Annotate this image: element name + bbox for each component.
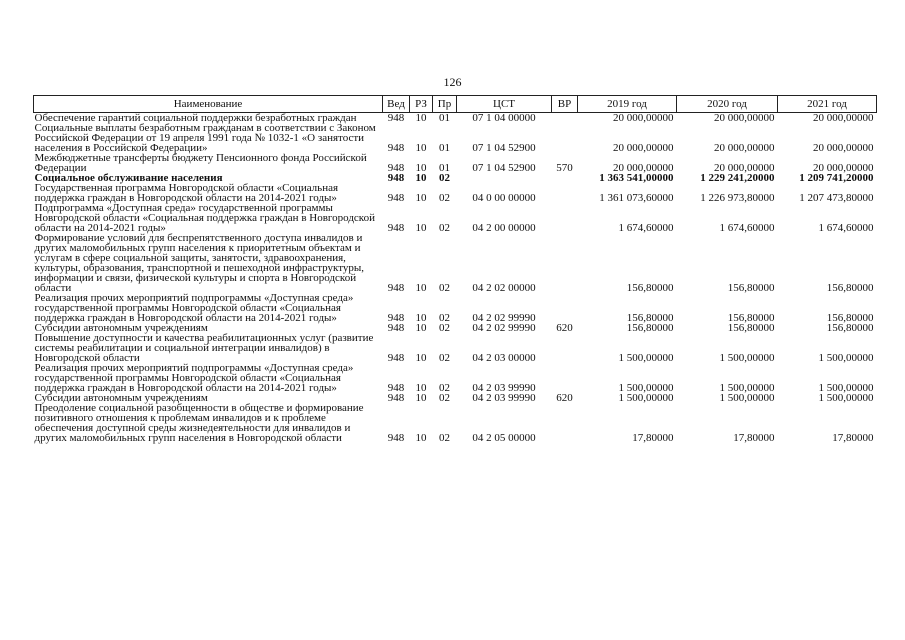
cell-2021: 20 000,00000 [813,162,874,174]
cell-name: Субсидии автономным учреждениям [34,322,208,334]
cell-ved: 948 [387,112,405,124]
cell-cst: 04 2 03 00000 [472,352,536,364]
cell-2020: 156,80000 [727,282,775,294]
cell-rz: 10 [415,322,427,334]
cell-name: Социальные выплаты безработным гражданам в соответствии с Законом Российской Федерации от 19 апреля 1991 года № 1032-1 «О занятости населения в Российской Федерации» [34,122,376,154]
cell-2019: 1 500,00000 [618,392,674,404]
cell-name: Реализация прочих мероприятий подпрограммы «Доступная среда» государственной программы Новгородской области «Социальная поддержка граждан в Новгородской области на 2014-2021 годы» [34,362,354,394]
cell-pr: 01 [439,112,450,124]
cell-2021: 20 000,00000 [813,142,874,154]
col-header-ved: Вед [383,96,410,113]
cell-vr [552,403,578,443]
cell-pr: 01 [439,162,450,174]
cell-vr: 620 [556,392,573,404]
cell-2021: 1 500,00000 [818,382,874,394]
table-row [34,403,877,443]
cell-rz: 10 [415,312,427,324]
cell-2020: 1 500,00000 [719,392,775,404]
cell-name: Субсидии автономным учреждениям [34,392,208,404]
cell-name: Преодоление социальной разобщенности в обществе и формирование позитивного отношения к проблемам инвалидов и к проблеме обеспечения доступной среды жизнедеятельности для инвалидов и других маломобильных групп населения в Новгородской области [34,402,364,444]
cell-rz: 10 [415,432,427,444]
cell-2020: 20 000,00000 [714,112,775,124]
table-row [34,183,877,203]
cell-ved: 948 [387,352,405,364]
cell-name: Подпрограмма «Доступная среда» государственной программы Новгородской области «Социальная поддержка граждан в Новгородской области на 2014-2021 годы» [34,202,375,234]
cell-ved: 948 [387,312,405,324]
cell-2019: 1 674,60000 [618,222,674,234]
table-header-row [34,96,877,113]
table-row [34,203,877,233]
cell-2021: 156,80000 [826,282,874,294]
cell-name: Государственная программа Новгородской области «Социальная поддержка граждан в Новгородской области на 2014-2021 годы» [34,182,339,204]
cell-vr [552,123,578,153]
cell-pr: 02 [439,312,450,324]
cell-rz: 10 [415,162,427,174]
budget-table [33,95,877,443]
cell-vr: 620 [556,322,573,334]
cell-2019: 156,80000 [626,312,674,324]
cell-2019: 20 000,00000 [613,112,674,124]
cell-rz: 10 [415,142,427,154]
cell-ved: 948 [387,392,405,404]
cell-2019: 1 500,00000 [618,352,674,364]
cell-rz: 10 [415,192,427,204]
cell-pr: 02 [439,192,450,204]
cell-2021: 17,80000 [832,432,874,444]
cell-cst: 04 2 02 99990 [472,322,536,334]
cell-pr: 02 [439,172,450,184]
table-row [34,363,877,393]
col-header-2021: 2021 год [778,96,877,113]
cell-cst: 04 2 03 99990 [472,382,536,394]
cell-rz: 10 [415,112,427,124]
cell-2019: 156,80000 [626,322,674,334]
cell-cst: 04 2 02 99990 [472,312,536,324]
cell-2020: 156,80000 [727,312,775,324]
col-header-rz: РЗ [410,96,433,113]
cell-2020: 1 229 241,20000 [700,172,775,184]
cell-cst [457,173,552,183]
col-header-pr: Пр [433,96,457,113]
cell-cst: 04 2 02 00000 [472,282,536,294]
cell-pr: 02 [439,282,450,294]
cell-ved: 948 [387,432,405,444]
cell-name: Обеспечение гарантий социальной поддержки безработных граждан [34,112,357,124]
cell-pr: 02 [439,432,450,444]
col-header-2019: 2019 год [578,96,677,113]
cell-2021: 1 207 473,80000 [799,192,874,204]
cell-vr: 570 [556,162,573,174]
cell-cst: 04 2 05 00000 [472,432,536,444]
cell-2021: 1 674,60000 [818,222,874,234]
cell-rz: 10 [415,382,427,394]
cell-2020: 20 000,00000 [714,142,775,154]
cell-cst: 04 0 00 00000 [472,192,536,204]
table-row [34,123,877,153]
cell-2021: 156,80000 [826,322,874,334]
cell-pr: 02 [439,352,450,364]
cell-vr [552,233,578,293]
cell-ved: 948 [387,222,405,234]
cell-name: Социальное обслуживание населения [34,172,223,184]
cell-ved: 948 [387,162,405,174]
cell-cst: 04 2 03 99990 [472,392,536,404]
cell-2020: 1 500,00000 [719,382,775,394]
cell-pr: 02 [439,222,450,234]
cell-name: Межбюджетные трансферты бюджету Пенсионного фонда Российской Федерации [34,152,367,174]
col-header-2020: 2020 год [677,96,778,113]
cell-2019: 20 000,00000 [613,162,674,174]
cell-pr: 01 [439,142,450,154]
cell-2019: 20 000,00000 [613,142,674,154]
cell-name: Формирование условий для беспрепятственного доступа инвалидов и других маломобильных групп населения к приоритетным объектам и услугам в сфере социальной защиты, занятости, здравоохранения, культуры, образования, транспортной и пешеходной инфраструктуры, информации и связи, физической культуры и спорта в Новгородской области [34,232,364,294]
cell-ved: 948 [387,142,405,154]
cell-ved: 948 [387,282,405,294]
cell-2020: 1 226 973,80000 [700,192,775,204]
cell-pr: 02 [439,322,450,334]
cell-2021: 1 209 741,20000 [799,172,874,184]
cell-ved: 948 [387,172,405,184]
cell-2021: 1 500,00000 [818,392,874,404]
cell-rz: 10 [415,172,427,184]
cell-rz: 10 [415,282,427,294]
cell-vr [552,363,578,393]
cell-2021: 156,80000 [826,312,874,324]
cell-rz: 10 [415,392,427,404]
table-row [34,153,877,173]
cell-rz: 10 [415,222,427,234]
cell-ved: 948 [387,322,405,334]
cell-2020: 1 500,00000 [719,352,775,364]
cell-cst: 07 1 04 00000 [472,112,536,124]
cell-2021: 1 500,00000 [818,352,874,364]
cell-vr [552,183,578,203]
cell-cst: 04 2 00 00000 [472,222,536,234]
cell-2019: 156,80000 [626,282,674,294]
cell-2020: 156,80000 [727,322,775,334]
cell-vr [552,173,578,183]
cell-vr [552,293,578,323]
page-number: 126 [443,75,462,89]
table-body [34,113,877,444]
cell-2020: 17,80000 [733,432,775,444]
table-row [34,293,877,323]
cell-cst: 07 1 04 52900 [472,142,536,154]
cell-rz: 10 [415,352,427,364]
cell-pr: 02 [439,392,450,404]
cell-2020: 1 674,60000 [719,222,775,234]
table-row [34,233,877,293]
cell-ved: 948 [387,382,405,394]
cell-pr: 02 [439,382,450,394]
cell-name: Реализация прочих мероприятий подпрограммы «Доступная среда» государственной программы Новгородской области «Социальная поддержка граждан в Новгородской области на 2014-2021 годы» [34,292,354,324]
col-header-cst: ЦСТ [457,96,552,113]
cell-2020: 20 000,00000 [714,162,775,174]
cell-2019: 1 363 541,00000 [599,172,674,184]
cell-2019: 1 361 073,60000 [599,192,674,204]
cell-ved: 948 [387,192,405,204]
col-header-name: Наименование [34,96,383,113]
cell-vr [552,203,578,233]
cell-vr [552,113,578,124]
cell-name: Повышение доступности и качества реабилитационных услуг (развитие системы реабилитации и социальной интеграции инвалидов) в Новгородской области [34,332,374,364]
table-row [34,333,877,363]
cell-2019: 17,80000 [632,432,674,444]
col-header-vr: ВР [552,96,578,113]
cell-2019: 1 500,00000 [618,382,674,394]
cell-vr [552,333,578,363]
cell-cst: 07 1 04 52900 [472,162,536,174]
cell-2021: 20 000,00000 [813,112,874,124]
